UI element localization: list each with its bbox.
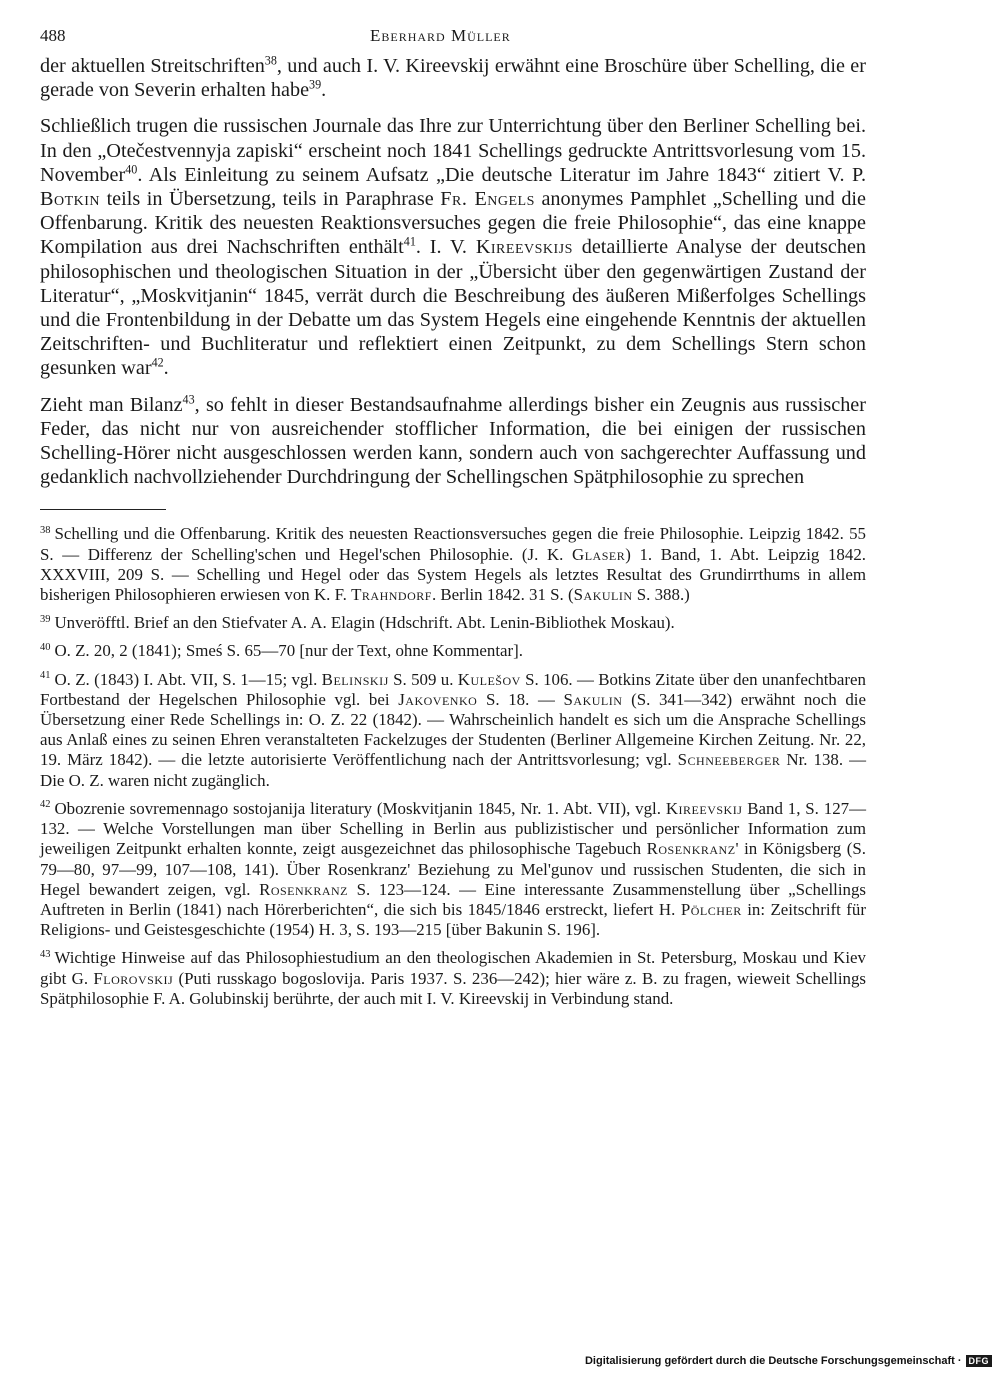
author-name: Rosenkranz (646, 839, 736, 859)
text-run: (Puti russkago bogoslovija. Paris 1937. S. 236—242); hier wäre z. B. zu fragen, wieweit Schellings Spätphilosophie F. A. Golubinskij berührte, der auch mit I. V. Kireevskij in Verbindung stand. (40, 968, 867, 1008)
footnote-ref[interactable]: 42 (151, 355, 164, 370)
author-name: Fr. Engels (440, 188, 535, 211)
paragraph-1 (40, 54, 866, 102)
credit-text: Digitalisierung gefördert durch die Deutsche Forschungsgemeinschaft · (584, 1355, 962, 1367)
footnote-41 (40, 670, 866, 791)
paragraph-2 (40, 114, 866, 380)
author-name: Trahndorf (351, 585, 432, 605)
footnotes (40, 524, 866, 1008)
footnote-number: 40 (40, 641, 51, 653)
footnote-number: 41 (40, 670, 51, 682)
text-run: der aktuellen Streitschriften (40, 55, 265, 77)
footnote-number: 38 (40, 524, 51, 536)
footnote-ref[interactable]: 39 (309, 77, 322, 92)
footnote-separator (40, 509, 166, 510)
text-run: S. 123—124. — Eine interessante Zusammenstellung über „Schellings Auftreten in Berlin (1841) nach Hörerberichten“, die sich bis 1845/1846 erstreckt, liefert H. (40, 879, 866, 919)
author-name: Pölcher (680, 899, 742, 919)
text-run: detaillierte Analyse der deutschen philosophischen und theologischen Situation in der „Übersicht über den gegenwärtigen Zustand der Literatur“, „Moskvitjanin“ 1845, verrät durch die Beschreibung des äußeren Mißerfolges Schellings und die Frontenbildung in der Debatte um das System Hegels eine eingehende Kenntnis der aktuellen Zeitschriften- und Buchliteratur und reflektiert einen Zeitpunkt, zu dem Schellings Stern schon gesunken war (40, 236, 867, 380)
text-run: S. 509 u. (393, 669, 454, 689)
text-run: Schelling und die Offenbarung. Kritik des neuesten Reactionsversuches gegen die freie Philosophie. Leipzig 1842. 55 S. — Differenz der Schelling'schen und Hegel'schen Philosophie. (J. K. (40, 524, 866, 564)
text-run: . Berlin 1842. 31 S. ( (431, 585, 574, 605)
author-name: Schneeberger (677, 750, 781, 770)
text-run: S. 18. — (485, 689, 555, 709)
author-name: Kireevskij (665, 798, 743, 818)
digitization-credit (585, 1355, 992, 1367)
text-run: . (321, 79, 327, 102)
text-run: O. Z. 20, 2 (1841); Smeś S. 65—70 [nur der Text, ohne Kommentar]. (54, 641, 524, 661)
text-run: S. 106. — Botkins Zitate über den unanfechtbaren Fortbestand der Hegelschen Philosophie vgl. bei (40, 669, 866, 709)
author-name: Kulešov (457, 669, 521, 689)
footnote-ref[interactable]: 41 (403, 234, 416, 249)
text-run: Nr. 138. — Die O. Z. waren nicht zugänglich. (40, 750, 866, 790)
text-run: , so fehlt in dieser Bestandsaufnahme allerdings bisher ein Zeugnis aus russischer Feder, das nicht nur von ausreichender stofflicher Information, die bei einigen der russischen Schelling-Hörer nicht ausgeschlossen werden kann, sondern auch von sachgerechter Auffassung und gedanklich nachvollziehender Durchdringung der Schellingschen Spätphilosophie zu sprechen (40, 393, 866, 489)
author-name: Belinskij (321, 669, 389, 689)
author-name: Jakovenko (398, 689, 478, 709)
text-run: , und auch I. V. Kireevskij erwähnt eine Broschüre über Schelling, die er gerade von Severin erhalten habe (40, 55, 866, 102)
footnote-42 (40, 799, 866, 940)
text-run: in: Zeitschrift für Religions- und Geistesgeschichte (1954) H. 3, S. 193—215 [über Bakunin S. 196]. (40, 899, 866, 940)
footnote-ref[interactable]: 40 (125, 162, 138, 177)
text-run: Unveröfftl. Brief an den Stiefvater A. A. Elagin (Hdschrift. Abt. Lenin-Bibliothek Moskau). (54, 613, 675, 633)
footnote-38 (40, 524, 866, 605)
text-run: Band 1, S. 127—132. — Welche Vorstellungen man über Schelling in Berlin aus publizistischer und persönlicher Information zum jeweiligen Zeitpunkt erhalten konnte, zeigt ausgezeichnet das philosophische Tagebuch (40, 798, 866, 859)
text-run: O. Z. (1843) I. Abt. VII, S. 1—15; vgl. (54, 669, 318, 689)
text-run: ' in Königsberg (S. 79—80, 97—99, 107—108, 141). Über Rosenkranz' Beziehung zu Mel'gunov und russischen Studenten, die sich in Hegel bewandert zeigen, vgl. (40, 839, 866, 899)
author-name: Sakulin (573, 585, 633, 605)
author-name: Botkin (40, 188, 101, 211)
text-run: Schließlich trugen die russischen Journale das Ihre zur Unterrichtung über den Berliner Schelling bei. In den „Otečestvennyja zapiski“ erscheint noch 1841 Schellings gedruckte Antrittsvorlesung vom 15. November (40, 115, 866, 186)
footnote-39 (40, 613, 866, 633)
text-run: Zieht man Bilanz (40, 393, 183, 416)
page-header (40, 26, 866, 54)
text-run: Obozrenie sovremennago sostojanija literatury (Moskvitjanin 1845, Nr. 1. Abt. VII), vgl. (54, 798, 661, 818)
author-name: Kireevskijs (475, 236, 573, 259)
author-name: Rosenkranz (259, 879, 349, 899)
text-run: teils in Übersetzung, teils in Paraphrase (106, 188, 434, 211)
footnote-40 (40, 641, 866, 661)
running-head: Eberhard Müller (370, 26, 511, 45)
author-name: Florovskij (93, 968, 174, 988)
body-text (40, 54, 866, 489)
text-run: . Als Einleitung zu seinem Aufsatz „Die deutsche Literatur im Jahre 1843“ zitiert V. P. (137, 163, 866, 186)
page (40, 26, 866, 1017)
footnote-number: 42 (40, 799, 51, 811)
text-run: anonymes Pamphlet „Schelling und die Offenbarung. Kritik des neuesten Reaktionsversuches gegen die freie Philosophie“, das eine knappe Kompilation aus drei Nachschriften enthält (40, 188, 866, 259)
text-run: Wichtige Hinweise auf das Philosophiestudium an den theologischen Akademien in St. Petersburg, Moskau und Kiev gibt G. (40, 948, 866, 988)
text-run: (S. 341—342) erwähnt noch die Übersetzung einer Rede Schellings in: O. Z. 22 (1842). — Wahrscheinlich handelt es sich um die Ansprache Schellings aus Anlaß eines zu seinen Ehren veranstalteten Fackelzuges der Studenten (Berliner Allgemeine Kirchen Zeitung. Nr. 22, 19. März 1842). — die letzte autorisierte Veröffentlichung nach der Antrittsvorlesung; vgl. (40, 689, 866, 770)
page-number: 488 (40, 26, 66, 45)
dfg-logo-icon: DFG (966, 1355, 993, 1367)
text-run: . I. V. (415, 236, 467, 259)
text-run: ) 1. Band, 1. Abt. Leipzig 1842. XXXVIII, 209 S. — Schelling und Hegel oder das System Hegels als letztes Resultat des Grundirrthums in allem bisherigen Philosophieren erwiesen von K. F. (40, 544, 866, 605)
footnote-number: 39 (40, 613, 51, 625)
author-name: Glaser (572, 544, 626, 564)
footnote-43 (40, 948, 866, 1009)
author-name: Sakulin (563, 689, 623, 709)
footnote-ref[interactable]: 43 (182, 391, 195, 406)
text-run: S. 388.) (636, 585, 690, 605)
text-run: . (163, 357, 169, 380)
footnote-ref[interactable]: 38 (264, 53, 277, 68)
paragraph-3 (40, 393, 866, 490)
footnote-number: 43 (40, 948, 51, 960)
